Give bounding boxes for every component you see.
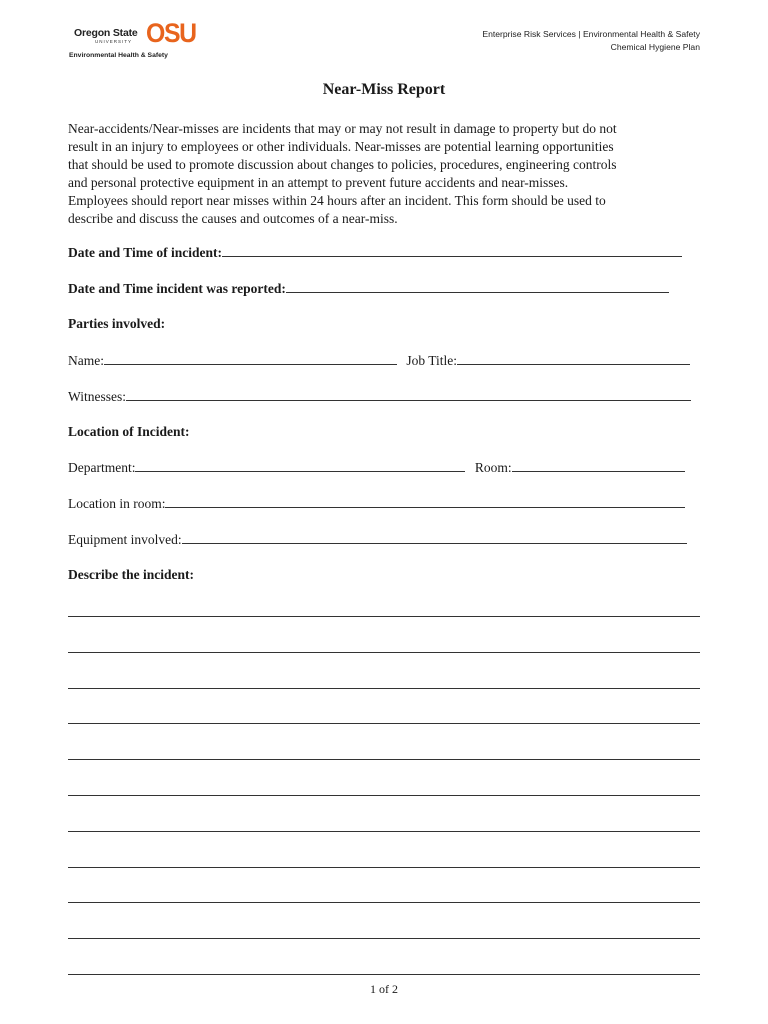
logo-name: Oregon State [74,27,138,39]
department-room-row [68,459,685,476]
department-input[interactable] [135,459,465,472]
parties-involved-heading: Parties involved: [68,316,166,331]
witnesses-label: Witnesses: [68,389,126,404]
name-input[interactable] [104,352,397,365]
equipment-involved-input[interactable] [182,531,687,544]
osu-ehs-logo [68,18,196,62]
location-of-incident-heading: Location of Incident: [68,424,190,439]
job-title-input[interactable] [457,352,690,365]
description-line[interactable] [68,902,700,903]
location-in-room-row [68,495,685,512]
name-label: Name: [68,353,104,368]
description-line[interactable] [68,652,700,653]
department-label: Department: [68,460,136,475]
location-in-room-input[interactable] [165,495,685,508]
room-input[interactable] [512,459,685,472]
location-in-room-label: Location in room: [68,496,166,511]
description-line[interactable] [68,831,700,832]
description-line[interactable] [68,795,700,796]
equipment-involved-label: Equipment involved: [68,532,182,547]
name-jobtitle-row [68,352,690,369]
equipment-involved-row [68,531,687,548]
description-line[interactable] [68,723,700,724]
date-time-reported-row [68,280,669,297]
date-time-incident-row [68,244,682,261]
date-time-reported-label: Date and Time incident was reported: [68,281,286,296]
date-time-incident-label: Date and Time of incident: [68,245,223,260]
header-line-2: Chemical Hygiene Plan [610,42,700,52]
logo-dept: Environmental Health & Safety [69,52,168,59]
job-title-label: Job Title: [406,353,458,368]
intro-paragraph: Near-accidents/Near-misses are incidents that may or may not result in damage to property but do not result in an injury to employees or other individuals. Near-misses are potential learning opportunities that should be used to promote discussion about changes to policies, procedures, engineering controls and personal protective equipment in an attempt to prevent future accidents and near-misses. Employees should report near misses within 24 hours after an incident. This form should be used to describe and discuss the causes and outcomes of a near-miss. [68,121,617,226]
logo-mark: OSU [146,18,196,48]
description-line[interactable] [68,688,700,689]
page-title: Near-Miss Report [322,81,446,98]
page-number: 1 of 2 [370,982,398,996]
header-line-1: Enterprise Risk Services | Environmental Health & Safety [482,29,700,39]
witnesses-row [68,388,691,405]
date-time-reported-input[interactable] [286,280,669,293]
witnesses-input[interactable] [126,388,691,401]
date-time-incident-input[interactable] [222,244,682,257]
header-info [482,28,700,54]
description-line[interactable] [68,938,700,939]
describe-incident-heading: Describe the incident: [68,567,194,582]
description-line[interactable] [68,616,700,617]
description-line[interactable] [68,974,700,975]
room-label: Room: [474,460,512,475]
description-line[interactable] [68,867,700,868]
logo-university: UNIVERSITY [95,39,133,44]
description-line[interactable] [68,759,700,760]
